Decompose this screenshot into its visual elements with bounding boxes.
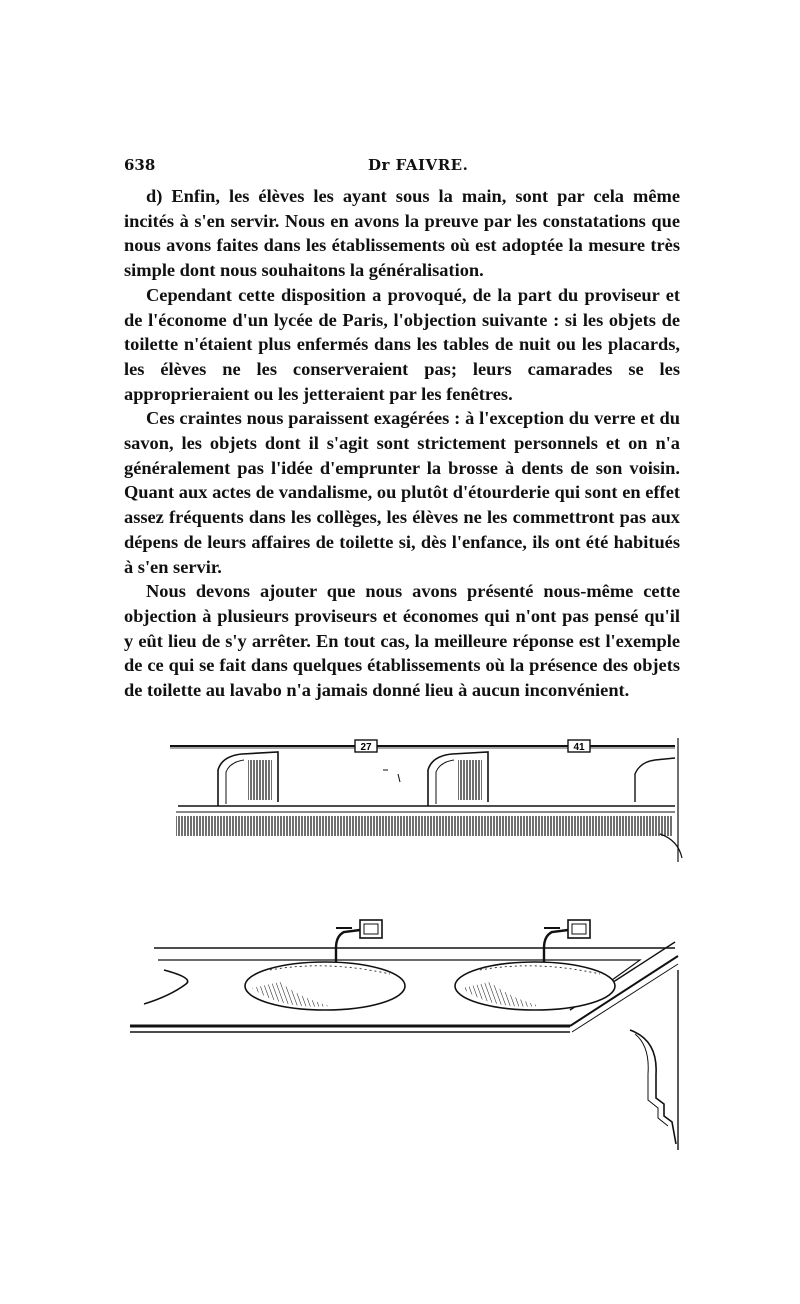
basin-left	[245, 962, 405, 1010]
partition-right	[428, 752, 488, 806]
number-plate-41	[568, 740, 590, 753]
shelf-fringe	[176, 816, 672, 836]
number-plate-27-text: 27	[360, 742, 372, 753]
page-header	[124, 156, 684, 180]
number-plate-27	[355, 740, 377, 753]
faucet-left	[336, 920, 382, 962]
page-number: 638	[124, 156, 156, 174]
paragraph-1: d) Enfin, les élèves les ayant sous la main, sont par cela même incités à s'en servir. Nous en avons la preuve par les constatations que nous avons faites dans les établissements où est adoptée la mesure très simple dont nous souhaitons la généralisation.	[124, 186, 680, 281]
body-text	[124, 184, 680, 703]
basin-right	[455, 962, 615, 1010]
paragraph-3: Ces craintes nous paraissent exagérées : à l'exception du verre et du savon, les objets dont il s'agit sont strictement personnels et on n'a généralement pas l'idée d'emprunter la brosse à dents de son voisin. Quant aux actes de vandalisme, ou plutôt d'étourderie qui sont en effet assez fréquents dans les collèges, les élèves ne les commettront pas aux dépens de leurs affaires de toilette si, dès l'enfance, ils ont été habitués à s'en servir.	[124, 408, 680, 577]
lavabo-engraving	[130, 734, 685, 1154]
running-head: Dr FAIVRE.	[368, 156, 469, 174]
counter-bracket	[630, 970, 678, 1150]
number-plate-41-text: 41	[573, 742, 585, 753]
partition-left	[218, 752, 278, 806]
paragraph-2: Cependant cette disposition a provoqué, de la part du proviseur et de l'économe d'un lycée de Paris, l'objection suivante : si les objets de toilette n'étaient plus enfermés dans les tables de nuit ou les placards, les élèves ne les conserveraient pas; leurs camarades se les approprieraient ou les jetteraient par les fenêtres.	[124, 284, 680, 404]
paragraph-4: Nous devons ajouter que nous avons présenté nous-même cette objection à plusieurs proviseurs et économes qui n'ont pas pensé qu'il y eût lieu de s'y arrêter. En tout cas, la meilleure réponse est l'exemple de ce qui se fait dans quelques établissements où la présence des objets de toilette au lavabo n'a jamais donné lieu à aucun inconvénient.	[124, 581, 680, 701]
faucet-right	[544, 920, 590, 962]
lavabo-illustration	[130, 734, 685, 1154]
